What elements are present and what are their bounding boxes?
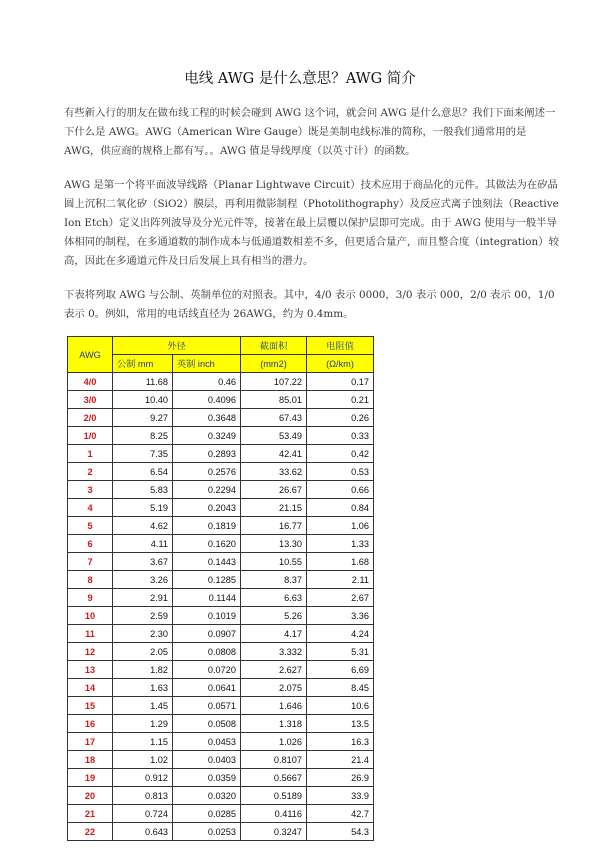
awg-value: 17 xyxy=(68,733,113,751)
imperial-inch-value: 0.0403 xyxy=(173,751,241,769)
area-value: 42.41 xyxy=(241,445,307,463)
area-value: 0.5189 xyxy=(241,787,307,805)
imperial-inch-value: 0.3648 xyxy=(173,409,241,427)
resistance-value: 5.31 xyxy=(307,643,374,661)
area-value: 13.30 xyxy=(241,535,307,553)
metric-mm-value: 3.26 xyxy=(113,571,173,589)
metric-mm-value: 9.27 xyxy=(113,409,173,427)
table-row xyxy=(68,733,374,751)
resistance-value: 0.53 xyxy=(307,463,374,481)
metric-mm-value: 2.30 xyxy=(113,625,173,643)
table-row xyxy=(68,679,374,697)
metric-mm-value: 5.83 xyxy=(113,481,173,499)
area-value: 2.075 xyxy=(241,679,307,697)
table-row xyxy=(68,715,374,733)
metric-mm-value: 1.45 xyxy=(113,697,173,715)
imperial-inch-value: 0.3249 xyxy=(173,427,241,445)
metric-mm-value: 7.35 xyxy=(113,445,173,463)
table-row xyxy=(68,391,374,409)
area-value: 0.8107 xyxy=(241,751,307,769)
resistance-value: 0.84 xyxy=(307,499,374,517)
table-body xyxy=(68,373,374,841)
header-awg: AWG xyxy=(68,337,113,373)
table-row xyxy=(68,661,374,679)
metric-mm-value: 2.91 xyxy=(113,589,173,607)
metric-mm-value: 0.912 xyxy=(113,769,173,787)
table-row xyxy=(68,769,374,787)
area-value: 67.43 xyxy=(241,409,307,427)
resistance-value: 6.69 xyxy=(307,661,374,679)
table-row xyxy=(68,607,374,625)
imperial-inch-value: 0.46 xyxy=(173,373,241,391)
table-row xyxy=(68,571,374,589)
intro-paragraph: 有些新入行的朋友在做布线工程的时候会碰到 AWG 这个词，就会问 AWG 是什么意思？我们下面来阐述一下什么是 AWG。AWG（American Wire Gauge）既是美制电线标准的简称，一般我们通常用的是 AWG，供应商的规格上都有写。。AWG 值是导线厚度（以英寸计）的函数。 xyxy=(64,107,556,157)
area-value: 0.3247 xyxy=(241,823,307,841)
imperial-inch-value: 0.0571 xyxy=(173,697,241,715)
area-value: 4.17 xyxy=(241,625,307,643)
area-value: 1.026 xyxy=(241,733,307,751)
header-imperial: 英制 inch xyxy=(173,355,241,373)
imperial-inch-value: 0.0453 xyxy=(173,733,241,751)
resistance-value: 3.36 xyxy=(307,607,374,625)
table-row xyxy=(68,553,374,571)
area-value: 21.15 xyxy=(241,499,307,517)
area-value: 3.332 xyxy=(241,643,307,661)
resistance-value: 0.66 xyxy=(307,481,374,499)
table-row xyxy=(68,697,374,715)
metric-mm-value: 1.02 xyxy=(113,751,173,769)
area-value: 16.77 xyxy=(241,517,307,535)
table-row xyxy=(68,373,374,391)
awg-value: 11 xyxy=(68,625,113,643)
imperial-inch-value: 0.0320 xyxy=(173,787,241,805)
metric-mm-value: 6.54 xyxy=(113,463,173,481)
awg-value: 22 xyxy=(68,823,113,841)
header-diameter: 外径 xyxy=(113,337,241,355)
resistance-value: 2.11 xyxy=(307,571,374,589)
area-value: 6.63 xyxy=(241,589,307,607)
resistance-value: 1.33 xyxy=(307,535,374,553)
resistance-value: 0.33 xyxy=(307,427,374,445)
awg-value: 12 xyxy=(68,643,113,661)
imperial-inch-value: 0.0808 xyxy=(173,643,241,661)
resistance-value: 4.24 xyxy=(307,625,374,643)
resistance-value: 26.9 xyxy=(307,769,374,787)
imperial-inch-value: 0.2043 xyxy=(173,499,241,517)
metric-mm-value: 4.11 xyxy=(113,535,173,553)
table-row xyxy=(68,427,374,445)
table-row xyxy=(68,409,374,427)
resistance-value: 13.5 xyxy=(307,715,374,733)
awg-value: 1 xyxy=(68,445,113,463)
table-row xyxy=(68,823,374,841)
imperial-inch-value: 0.1819 xyxy=(173,517,241,535)
imperial-inch-value: 0.4096 xyxy=(173,391,241,409)
awg-value: 9 xyxy=(68,589,113,607)
imperial-inch-value: 0.0641 xyxy=(173,679,241,697)
area-value: 33.62 xyxy=(241,463,307,481)
awg-value: 21 xyxy=(68,805,113,823)
area-value: 1.318 xyxy=(241,715,307,733)
awg-value: 19 xyxy=(68,769,113,787)
metric-mm-value: 0.813 xyxy=(113,787,173,805)
imperial-inch-value: 0.1443 xyxy=(173,553,241,571)
awg-value: 20 xyxy=(68,787,113,805)
area-value: 0.4116 xyxy=(241,805,307,823)
table-row xyxy=(68,751,374,769)
resistance-value: 33.9 xyxy=(307,787,374,805)
awg-value: 14 xyxy=(68,679,113,697)
awg-value: 1/0 xyxy=(68,427,113,445)
metric-mm-value: 10.40 xyxy=(113,391,173,409)
header-area: 截面积 xyxy=(241,337,307,355)
imperial-inch-value: 0.1620 xyxy=(173,535,241,553)
imperial-inch-value: 0.0907 xyxy=(173,625,241,643)
metric-mm-value: 1.63 xyxy=(113,679,173,697)
resistance-value: 2.67 xyxy=(307,589,374,607)
awg-value: 7 xyxy=(68,553,113,571)
imperial-inch-value: 0.2576 xyxy=(173,463,241,481)
imperial-inch-value: 0.0359 xyxy=(173,769,241,787)
awg-value: 10 xyxy=(68,607,113,625)
imperial-inch-value: 0.0253 xyxy=(173,823,241,841)
table-row xyxy=(68,643,374,661)
resistance-value: 10.6 xyxy=(307,697,374,715)
awg-value: 8 xyxy=(68,571,113,589)
metric-mm-value: 1.29 xyxy=(113,715,173,733)
area-value: 0.5667 xyxy=(241,769,307,787)
imperial-inch-value: 0.1285 xyxy=(173,571,241,589)
awg-value: 15 xyxy=(68,697,113,715)
area-value: 1.646 xyxy=(241,697,307,715)
area-value: 5.26 xyxy=(241,607,307,625)
metric-mm-value: 8.25 xyxy=(113,427,173,445)
resistance-value: 0.42 xyxy=(307,445,374,463)
awg-value: 5 xyxy=(68,517,113,535)
awg-value: 3 xyxy=(68,481,113,499)
table-row xyxy=(68,445,374,463)
area-value: 53.49 xyxy=(241,427,307,445)
area-value: 10.55 xyxy=(241,553,307,571)
page-title: 电线 AWG 是什么意思？AWG 简介 xyxy=(184,71,416,87)
metric-mm-value: 1.82 xyxy=(113,661,173,679)
technology-paragraph: AWG 是第一个将平面波导线路（Planar Lightwave Circuit）技术应用于商品化的元件。其做法为在矽晶圆上沉积二氧化矽（SiO2）膜层，再利用微影制程（Photolithography）及反应式离子蚀刻法（Reactive Ion Etch）定义出阵列波导及分光元件等，接著在最上层覆以保护层即可完成。由于 AWG 使用与一般半导体相同的制程，在多通道数的制作成本与低通道数相差不多，但更适合量产，而且整合度（integration）较高，因此在多通道元件及日后发展上具有相当的潜力。 xyxy=(64,179,560,267)
awg-value: 18 xyxy=(68,751,113,769)
table-row xyxy=(68,499,374,517)
area-value: 85.01 xyxy=(241,391,307,409)
metric-mm-value: 2.05 xyxy=(113,643,173,661)
resistance-value: 1.06 xyxy=(307,517,374,535)
imperial-inch-value: 0.0285 xyxy=(173,805,241,823)
awg-value: 2/0 xyxy=(68,409,113,427)
resistance-value: 21.4 xyxy=(307,751,374,769)
table-row xyxy=(68,481,374,499)
area-value: 107.22 xyxy=(241,373,307,391)
metric-mm-value: 11.68 xyxy=(113,373,173,391)
awg-conversion-table xyxy=(67,336,374,841)
awg-value: 2 xyxy=(68,463,113,481)
resistance-value: 42.7 xyxy=(307,805,374,823)
header-resistance-unit: (Ω/km) xyxy=(307,355,374,373)
metric-mm-value: 0.724 xyxy=(113,805,173,823)
imperial-inch-value: 0.2294 xyxy=(173,481,241,499)
resistance-value: 8.45 xyxy=(307,679,374,697)
metric-mm-value: 4.62 xyxy=(113,517,173,535)
awg-value: 6 xyxy=(68,535,113,553)
resistance-value: 0.21 xyxy=(307,391,374,409)
header-area-unit: (mm2) xyxy=(241,355,307,373)
imperial-inch-value: 0.0720 xyxy=(173,661,241,679)
metric-mm-value: 2.59 xyxy=(113,607,173,625)
imperial-inch-value: 0.1019 xyxy=(173,607,241,625)
resistance-value: 0.17 xyxy=(307,373,374,391)
awg-value: 16 xyxy=(68,715,113,733)
imperial-inch-value: 0.0508 xyxy=(173,715,241,733)
awg-value: 3/0 xyxy=(68,391,113,409)
metric-mm-value: 5.19 xyxy=(113,499,173,517)
resistance-value: 0.26 xyxy=(307,409,374,427)
resistance-value: 54.3 xyxy=(307,823,374,841)
table-row xyxy=(68,805,374,823)
imperial-inch-value: 0.1144 xyxy=(173,589,241,607)
table-row xyxy=(68,787,374,805)
resistance-value: 1.68 xyxy=(307,553,374,571)
header-resistance: 电阻值 xyxy=(307,337,374,355)
awg-value: 4/0 xyxy=(68,373,113,391)
table-row xyxy=(68,535,374,553)
metric-mm-value: 1.15 xyxy=(113,733,173,751)
awg-value: 13 xyxy=(68,661,113,679)
resistance-value: 16.3 xyxy=(307,733,374,751)
header-metric: 公制 mm xyxy=(113,355,173,373)
area-value: 2.627 xyxy=(241,661,307,679)
area-value: 8.37 xyxy=(241,571,307,589)
table-row xyxy=(68,463,374,481)
table-row xyxy=(68,517,374,535)
table-row xyxy=(68,589,374,607)
table-row xyxy=(68,625,374,643)
metric-mm-value: 3.67 xyxy=(113,553,173,571)
area-value: 26.67 xyxy=(241,481,307,499)
imperial-inch-value: 0.2893 xyxy=(173,445,241,463)
metric-mm-value: 0.643 xyxy=(113,823,173,841)
table-intro-paragraph: 下表将列取 AWG 与公制、英制单位的对照表。其中，4/0 表示 0000，3/0 表示 000，2/0 表示 00，1/0 表示 0。例如，常用的电话线直径为 26AWG，约为 0.4mm。 xyxy=(64,289,555,320)
awg-value: 4 xyxy=(68,499,113,517)
